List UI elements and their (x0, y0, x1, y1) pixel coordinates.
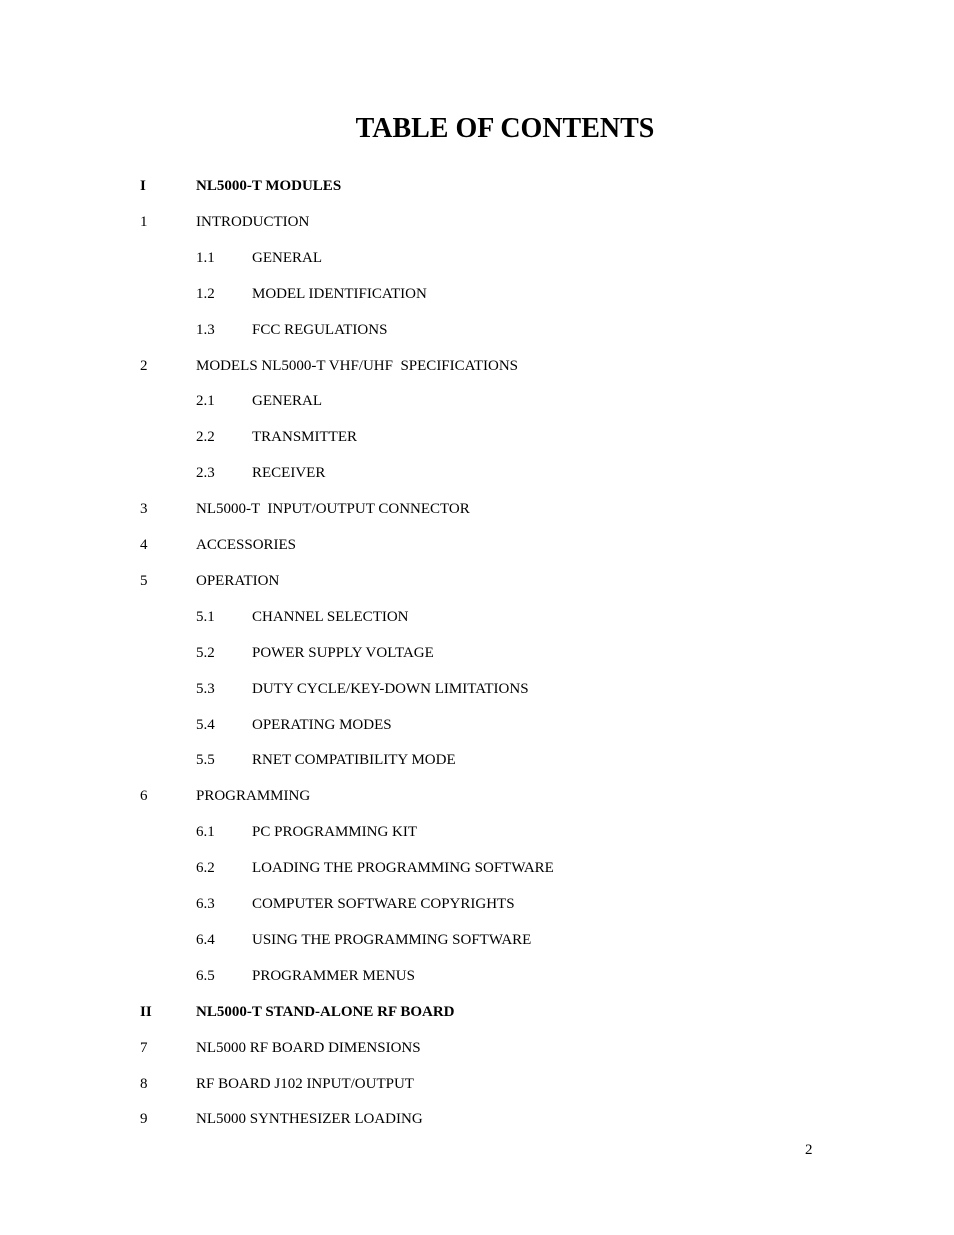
toc-entry-title: POWER SUPPLY VOLTAGE (252, 645, 434, 661)
toc-entry-title: RNET COMPATIBILITY MODE (252, 752, 456, 768)
toc-entry-title: NL5000 SYNTHESIZER LOADING (196, 1111, 423, 1127)
toc-entry-title: RECEIVER (252, 465, 326, 481)
toc-entry-title: NL5000-T MODULES (196, 178, 342, 194)
toc-entry-title: PROGRAMMING (196, 788, 311, 804)
toc-entry-number: 4 (140, 537, 148, 553)
toc-entry-title: NL5000 RF BOARD DIMENSIONS (196, 1040, 421, 1056)
toc-entry-number: 8 (140, 1076, 148, 1092)
toc-entry-number: 5.5 (196, 752, 215, 768)
toc-entry-title: FCC REGULATIONS (252, 322, 388, 338)
toc-entry-title: CHANNEL SELECTION (252, 609, 409, 625)
toc-entry-title: ACCESSORIES (196, 537, 297, 553)
toc-entry-number: 6.1 (196, 824, 215, 840)
toc-entry-title: USING THE PROGRAMMING SOFTWARE (252, 932, 532, 948)
toc-entry-number: 7 (140, 1040, 148, 1056)
toc-entry-number: 1.2 (196, 286, 215, 302)
toc-entry-title: RF BOARD J102 INPUT/OUTPUT (196, 1076, 414, 1092)
toc-entry-number: 2.3 (196, 465, 215, 481)
toc-entry-number: 1.3 (196, 322, 215, 338)
page-title: TABLE OF CONTENTS (355, 113, 655, 144)
toc-entry-number: 6.4 (196, 932, 215, 948)
toc-entry-title: PC PROGRAMMING KIT (252, 824, 418, 840)
toc-entry-title: GENERAL (252, 250, 322, 266)
toc-entry-number: 6.2 (196, 860, 215, 876)
page-number: 2 (805, 1142, 813, 1158)
toc-entry-number: 6.3 (196, 896, 215, 912)
toc-entry-number: 2 (140, 358, 148, 374)
toc-entry-title: TRANSMITTER (252, 429, 357, 445)
toc-entry-number: I (140, 178, 146, 194)
toc-entry-number: 5.2 (196, 645, 215, 661)
toc-entry-title: NL5000-T INPUT/OUTPUT CONNECTOR (196, 501, 470, 517)
toc-entry-title: OPERATING MODES (252, 717, 392, 733)
toc-entry-number: 3 (140, 501, 148, 517)
toc-entry-title: GENERAL (252, 393, 322, 409)
toc-entry-number: 6 (140, 788, 148, 804)
toc-entry-number: 1 (140, 214, 148, 230)
toc-entry-number: 1.1 (196, 250, 215, 266)
toc-entry-title: OPERATION (196, 573, 280, 589)
toc-entry-title: INTRODUCTION (196, 214, 310, 230)
toc-entry-number: 5.4 (196, 717, 215, 733)
toc-entry-title: MODEL IDENTIFICATION (252, 286, 427, 302)
toc-entry-title: PROGRAMMER MENUS (252, 968, 415, 984)
toc-entry-number: 9 (140, 1111, 148, 1127)
toc-entry-title: NL5000-T STAND-ALONE RF BOARD (196, 1004, 455, 1020)
toc-entry-number: 5.3 (196, 681, 215, 697)
toc-entry-title: MODELS NL5000-T VHF/UHF SPECIFICATIONS (196, 358, 518, 374)
toc-entry-title: COMPUTER SOFTWARE COPYRIGHTS (252, 896, 515, 912)
toc-entry-number: 2.1 (196, 393, 215, 409)
toc-entry-title: DUTY CYCLE/KEY-DOWN LIMITATIONS (252, 681, 529, 697)
toc-entry-number: 6.5 (196, 968, 215, 984)
toc-entry-number: 2.2 (196, 429, 215, 445)
toc-entry-number: II (140, 1004, 152, 1020)
toc-entry-title: LOADING THE PROGRAMMING SOFTWARE (252, 860, 554, 876)
toc-entry-number: 5 (140, 573, 148, 589)
toc-entry-number: 5.1 (196, 609, 215, 625)
